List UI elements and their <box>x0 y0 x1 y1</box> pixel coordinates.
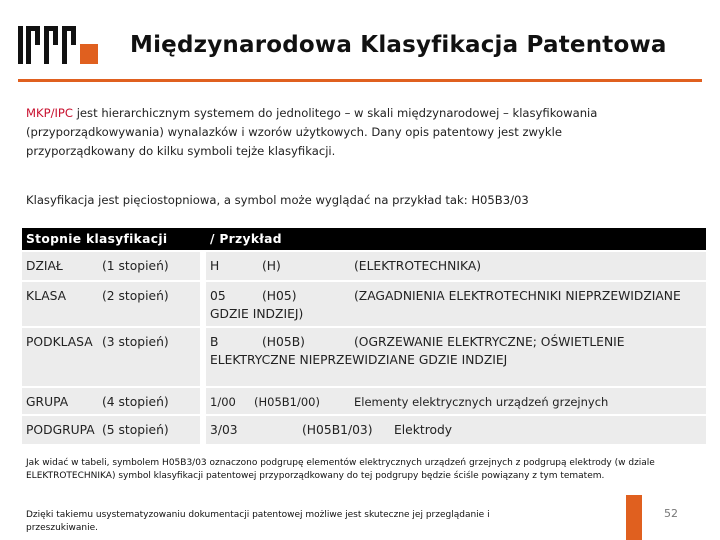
table-row <box>22 252 706 280</box>
level-name: KLASA <box>26 289 67 303</box>
level-cell <box>22 388 206 414</box>
example-cell <box>206 416 706 444</box>
table-row <box>22 388 706 414</box>
page-number: 52 <box>664 507 678 520</box>
table-row <box>22 328 706 386</box>
example-line: Klasyfikacja jest pięciostopniowa, a symbol może wyglądać na przykład tak: H05B3/03 <box>26 193 529 207</box>
level-cell <box>22 252 206 280</box>
table-note: Jak widać w tabeli, symbolem H05B3/03 oznaczono podgrupę elementów elektrycznych urządzeń grzejnych z podgrupą elektrody (w dziale ELEKTROTECHNIKA) symbol klasyfikacji patentowej przyporządkowany do tej podgrupy będzie ściśle powiązany z tym tematem. <box>26 458 655 481</box>
example-cell <box>206 388 706 414</box>
example-code: (H05B1/00) <box>254 395 320 409</box>
example-description: (ELEKTROTECHNIKA) <box>354 259 482 273</box>
classification-table <box>22 226 706 446</box>
example-code: (H05B1/03) <box>302 423 373 437</box>
example-symbol: B <box>210 335 219 349</box>
table-header-row <box>22 228 706 250</box>
example-symbol: H <box>210 259 220 273</box>
example-symbol: 05 <box>210 289 226 303</box>
example-code: (H05B) <box>262 335 305 349</box>
example-code: (H05) <box>262 289 297 303</box>
level-degree: (2 stopień) <box>102 289 169 303</box>
example-cell <box>206 282 706 326</box>
example-symbol: 3/03 <box>210 423 238 437</box>
page-title: Międzynarodowa Klasyfikacja Patentowa <box>130 32 667 58</box>
header-levels: Stopnie klasyfikacji <box>22 228 206 250</box>
intro-paragraph <box>26 104 666 161</box>
level-name: PODGRUPA <box>26 423 95 437</box>
level-name: DZIAŁ <box>26 259 63 273</box>
title-underline <box>18 79 702 82</box>
table-row <box>22 282 706 326</box>
example-cell <box>206 328 706 386</box>
intro-text: jest hierarchicznym systemem do jednolitego – w skali międzynarodowej – klasyfikowania (przyporządkowywania) wynalazków i wzorów użytkowych. Dany opis patentowy jest zwykle przyporządkowany do kilku symboli tejże klasyfikacji. <box>26 106 598 158</box>
example-description: (OGRZEWANIE ELEKTRYCZNE; OŚWIETLENIE ELEKTRYCZNE NIEPRZEWIDZIANE GDZIE INDZIEJ <box>210 335 625 367</box>
example-code: (H) <box>262 259 281 273</box>
level-cell <box>22 282 206 326</box>
level-cell <box>22 328 206 386</box>
example-description: Elementy elektrycznych urządzeń grzejnych <box>354 395 609 409</box>
level-degree: (1 stopień) <box>102 259 169 273</box>
acronym-mkp-ipc: MKP/IPC <box>26 106 74 120</box>
accent-bar <box>626 495 642 540</box>
header-example: / Przykład <box>206 228 706 250</box>
uprp-logo-icon <box>18 22 100 66</box>
level-degree: (3 stopień) <box>102 335 169 349</box>
example-description: Elektrody <box>394 423 453 437</box>
level-degree: (5 stopień) <box>102 423 169 437</box>
level-name: PODKLASA <box>26 335 93 349</box>
level-name: GRUPA <box>26 395 69 409</box>
level-degree: (4 stopień) <box>102 395 169 409</box>
footer-note: Dzięki takiemu usystematyzowaniu dokumentacji patentowej możliwe jest skuteczne jej przeglądanie i przeszukiwanie. <box>26 510 490 533</box>
example-description: (ZAGADNIENIA ELEKTROTECHNIKI NIEPRZEWIDZIANE GDZIE INDZIEJ) <box>210 289 681 321</box>
level-cell <box>22 416 206 444</box>
table-row <box>22 416 706 444</box>
example-cell <box>206 252 706 280</box>
example-symbol: 1/00 <box>210 395 236 409</box>
